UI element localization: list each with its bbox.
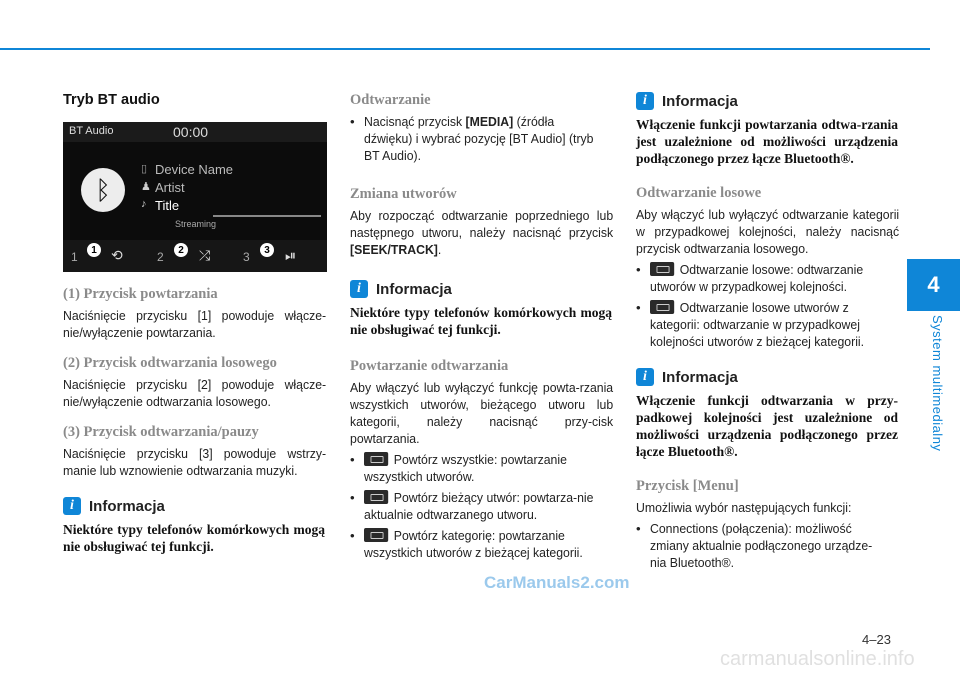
repeat-all-icon [364,452,388,466]
watermark-footer: carmanualsonline.info [720,648,915,670]
info-heading: i Informacja [636,92,898,110]
list-item: • Powtórz bieżący utwór: powtarza-nie aktualnie odtwarzanego utworu. [350,490,594,522]
top-rule [0,48,930,50]
screen-button-3[interactable]: 3 [243,250,250,264]
text-change-tracks: Aby rozpocząć odtwarzanie poprzedniego lub następnego utworu, należy nacisnąć przycisk [SEEK/TRACK]. [350,208,614,257]
heading-shuffle-button: (2) Przycisk odtwarzania losowego [63,355,277,371]
screen-button-1[interactable]: 1 [71,250,78,264]
text-shuffle-button: Naciśnięcie przycisku [2] powoduje włącze-nie/wyłączenie odtwarzania losowego. [63,377,327,409]
list-item: • Odtwarzanie losowe utworów z kategorii: odtwarzanie w przypadkowej kolejności utworów z bieżącej kategorii. [636,300,865,349]
screen-button-2[interactable]: 2 [157,250,164,264]
screen-artist: Artist [155,180,185,195]
shuffle-category-icon [650,300,674,314]
callout-marker-2: 2 [174,243,188,257]
list-item: • Connections (połączenia): możliwość zmiany aktualnie podłączonego urządze-nia Bluetooth®. [636,521,873,570]
chapter-label: System multimedialny [930,315,945,452]
bluetooth-icon: ᛒ [81,168,125,212]
shuffle-all-icon [650,262,674,276]
info-icon: i [350,280,368,298]
column-2 [350,92,612,565]
info-text: Niektóre typy telefonów komórkowych mogą nie obsługiwać tej funkcji. [350,305,612,337]
heading-change-tracks: Zmiana utworów [350,186,457,202]
heading-menu-button: Przycisk [Menu] [636,478,739,494]
screen-status: Streaming [175,219,217,229]
info-text: Niektóre typy telefonów komórkowych mogą nie obsługiwać tej funkcji. [63,522,325,554]
artist-icon: ♟ [141,181,151,193]
screen-app-title: BT Audio [69,125,114,137]
repeat-one-icon [364,490,388,504]
screen-time: 00:00 [173,124,209,140]
text-menu-button: Umożliwia wybór następujących funkcji: [636,500,852,515]
info-heading: i Informacja [63,497,325,515]
chapter-tab: 4 [907,259,960,311]
bt-audio-screenshot [63,122,327,272]
info-icon: i [63,497,81,515]
heading-playback: Odtwarzanie [350,92,431,108]
play-pause-icon[interactable]: ⏯ [285,247,297,263]
text-playpause-button: Naciśnięcie przycisku [3] powoduje wstrzy-manie lub wznowienie odtwarzania muzyki. [63,446,327,478]
list-item: • Powtórz kategorię: powtarzanie wszystkich utworów z bieżącej kategorii. [350,528,583,560]
column-1 [63,92,325,555]
screen-track: Title [155,198,180,213]
text-repeat-button: Naciśnięcie przycisku [1] powoduje włącze-nie/wyłączenie powtarzania. [63,308,327,340]
text-shuffle-playback: Aby włączyć lub wyłączyć odtwarzanie kategorii w przypadkowej kolejności, należy nacisnąć przycisk odtwarzania losowego. [636,207,900,256]
heading-shuffle-playback: Odtwarzanie losowe [636,185,762,201]
repeat-icon[interactable]: ⟲ [111,247,123,263]
callout-marker-3: 3 [260,243,274,257]
info-icon: i [636,368,654,386]
page-number: 4–23 [862,632,891,647]
shuffle-icon[interactable]: ⤮ [199,247,211,263]
progress-line [213,215,321,217]
heading-repeat-button: (1) Przycisk powtarzania [63,286,218,302]
phone-icon: ▯ [141,163,148,175]
list-item: • Powtórz wszystkie: powtarzanie wszystkich utworów. [350,452,567,484]
info-heading: i Informacja [636,368,898,386]
info-text: Włączenie funkcji powtarzania odtwa-rzania jest uzależnione od możliwości urządzenia podłączonego przez łącze Bluetooth®. [636,117,898,166]
info-text: Włączenie funkcji odtwarzania w przy-padkowej kolejności jest uzależnione od możliwości urządzenia podłączonego przez łącze Bluetooth®. [636,393,898,459]
section-title: Tryb BT audio [63,92,160,108]
watermark: CarManuals2.com [484,573,630,592]
list-item: • Nacisnąć przycisk [MEDIA] (źródła dźwięku) i wybrać pozycję [BT Audio] (tryb BT Audio). [350,114,594,163]
heading-repeat-playback: Powtarzanie odtwarzania [350,358,509,374]
column-3 [636,92,898,575]
heading-playpause-button: (3) Przycisk odtwarzania/pauzy [63,424,259,440]
text-repeat-playback: Aby włączyć lub wyłączyć funkcję powta-rzania wszystkich utworów, bieżącego utworu lub kategorii, należy nacisnąć przy-cisk powtarzania. [350,380,614,446]
list-item: • Odtwarzanie losowe: odtwarzanie utworów w przypadkowej kolejności. [636,262,864,294]
title-icon: ♪ [141,198,147,210]
callout-marker-1: 1 [87,243,101,257]
repeat-category-icon [364,528,388,542]
info-heading: i Informacja [350,280,612,298]
info-icon: i [636,92,654,110]
screen-device: Device Name [155,162,234,177]
